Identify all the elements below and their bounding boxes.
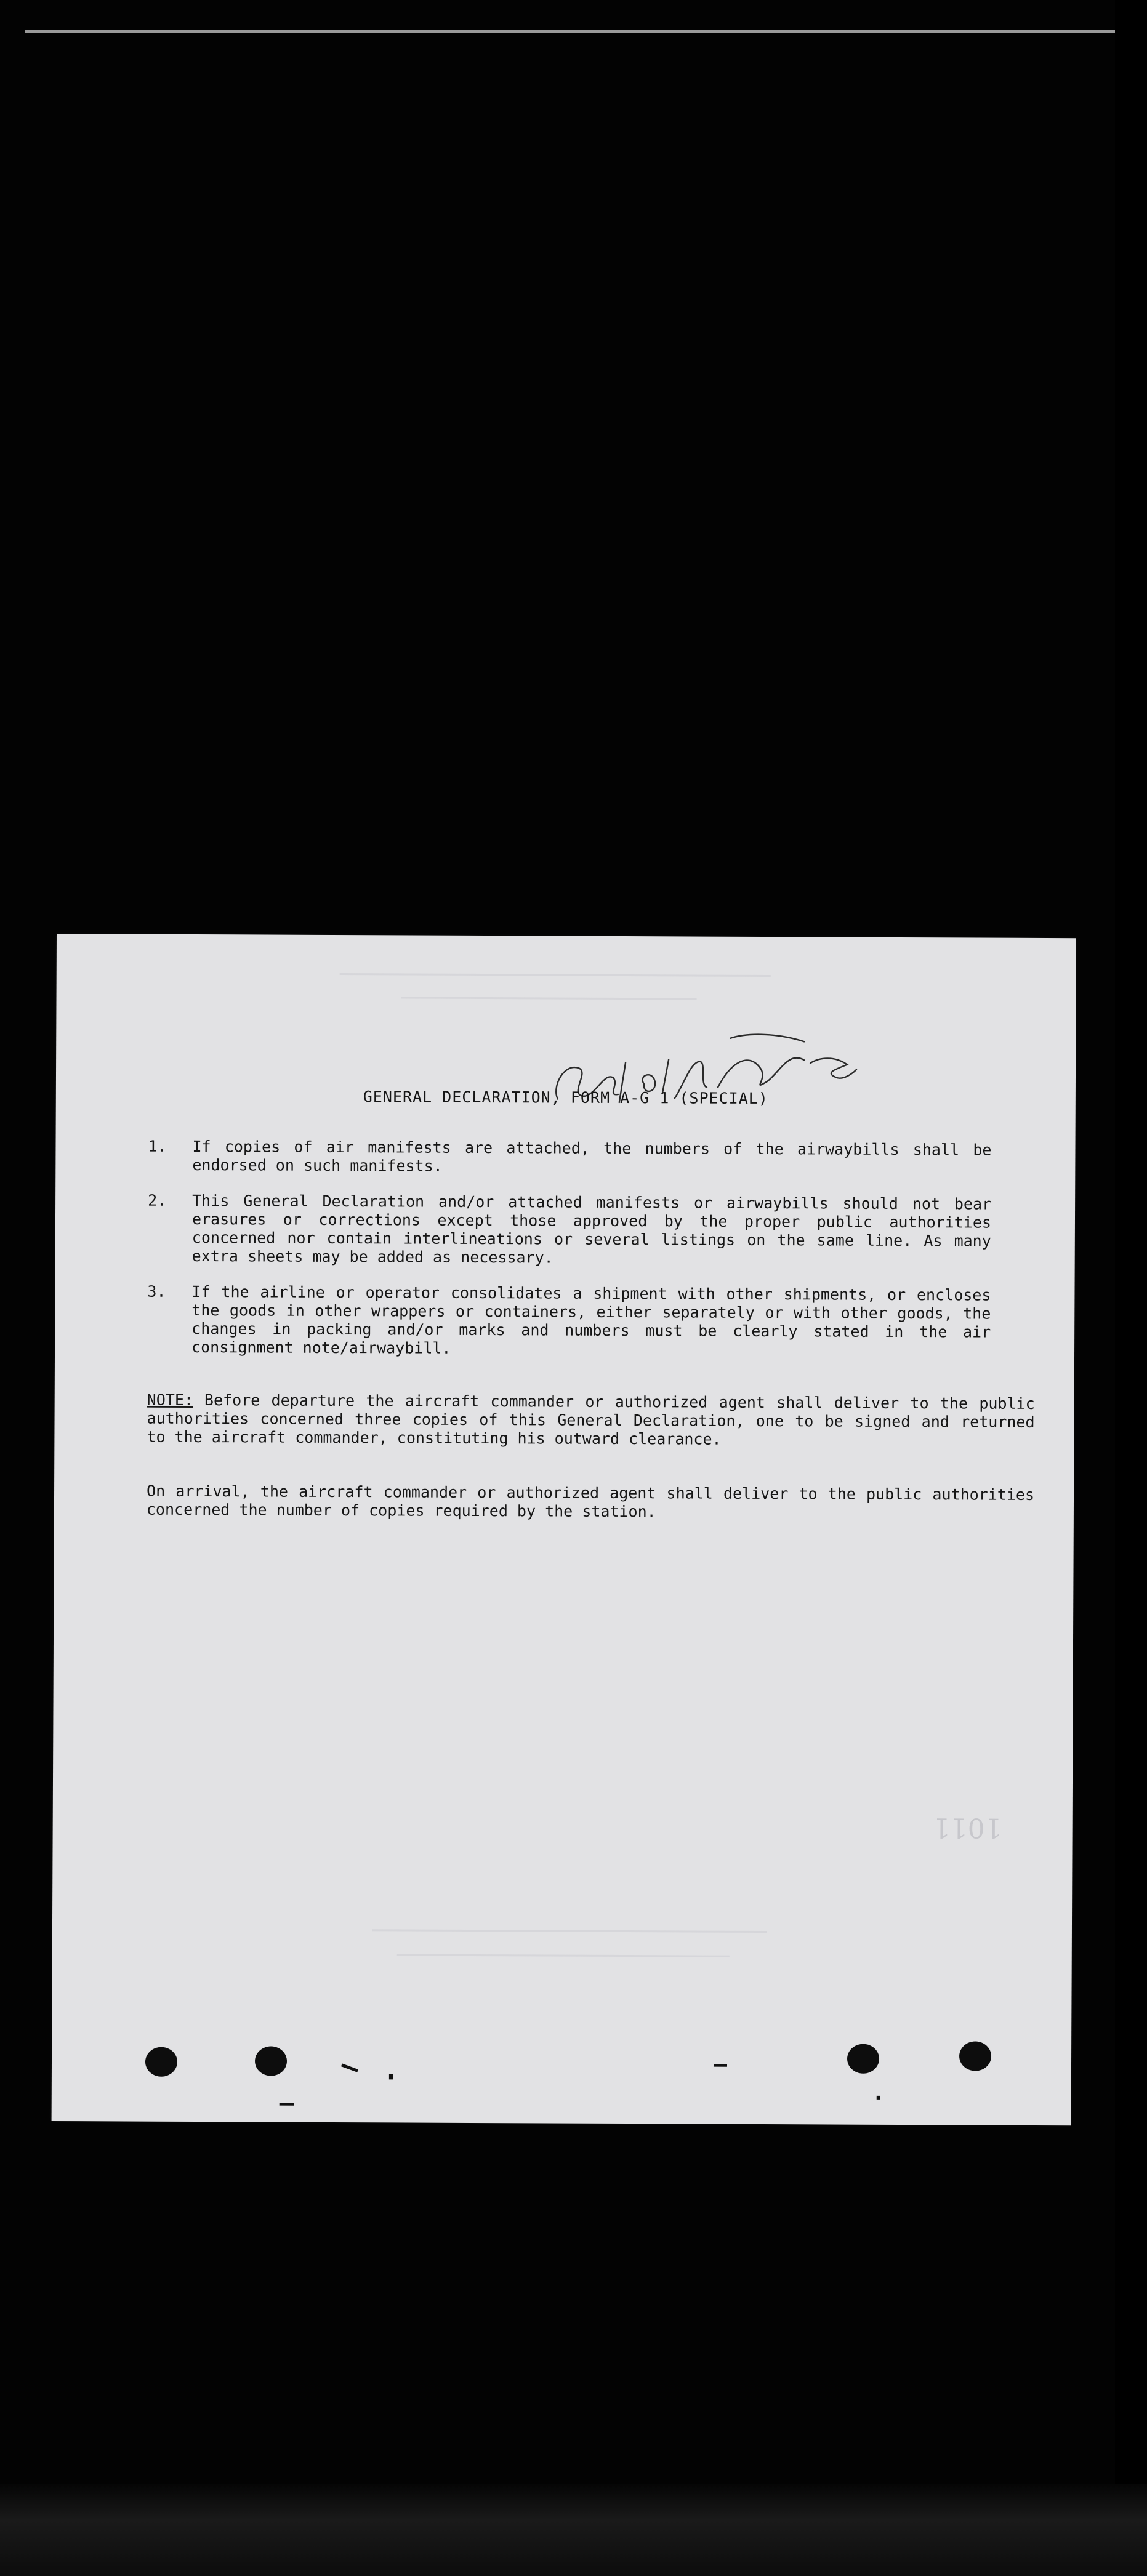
- document-page: [52, 934, 1076, 2125]
- item-number: 1.: [148, 1137, 167, 1155]
- arrival-note: On arrival, the aircraft commander or authorized agent shall deliver to the public authorities concerned the number of copies required by the station.: [146, 1482, 1035, 1521]
- bleed-through-line: [397, 1954, 730, 1957]
- punch-hole: [145, 2047, 177, 2077]
- dust-speck: [714, 2064, 727, 2067]
- item-text: If copies of air manifests are attached, the numbers of the airwaybills shall be endorsed on such manifests.: [192, 1137, 992, 1175]
- item-text: If the airline or operator consolidates a shipment with other shipments, or encloses the goods in other wrappers or containers, either separately or with other goods, the changes in packing and/or marks and numbers must be clearly stated in the air consignment note/airwaybill.: [191, 1282, 991, 1357]
- dust-speck: [341, 2063, 358, 2072]
- film-bottom-edge: [0, 2484, 1147, 2576]
- bleed-through-line: [340, 973, 771, 977]
- dust-speck: [877, 2096, 880, 2100]
- punch-hole: [255, 2046, 287, 2076]
- bleed-through-line: [372, 1929, 767, 1933]
- departure-note: [147, 1391, 1034, 1450]
- film-right-edge: [1115, 0, 1147, 2576]
- instruction-item: [148, 1192, 992, 1269]
- instruction-item: [147, 1283, 991, 1360]
- item-number: 2.: [148, 1191, 167, 1210]
- note-text: Before departure the aircraft commander or authorized agent shall deliver to the public authorities concerned three copies of this General Declaration, one to be signed and returned to the aircraft commander, constituting his outward clearance.: [147, 1391, 1035, 1448]
- dust-speck: [389, 2074, 393, 2079]
- instruction-item: [148, 1138, 991, 1178]
- film-edge-strip: [25, 30, 1147, 33]
- note-label: NOTE:: [147, 1390, 194, 1409]
- bleed-through-number: 1011: [933, 1812, 1002, 1844]
- document-title: GENERAL DECLARATION, FORM A-G 1 (SPECIAL): [363, 1088, 768, 1108]
- dust-speck: [280, 2103, 294, 2106]
- item-text: This General Declaration and/or attached manifests or airwaybills should not bear erasures or corrections except those approved by the proper public authorities concerned nor contain interlineations or several listings on the same line. As many extra sheets may be added as necessary.: [191, 1191, 992, 1267]
- punch-hole: [847, 2044, 879, 2074]
- item-number: 3.: [147, 1282, 166, 1301]
- bleed-through-line: [401, 997, 697, 1000]
- punch-hole: [959, 2041, 991, 2071]
